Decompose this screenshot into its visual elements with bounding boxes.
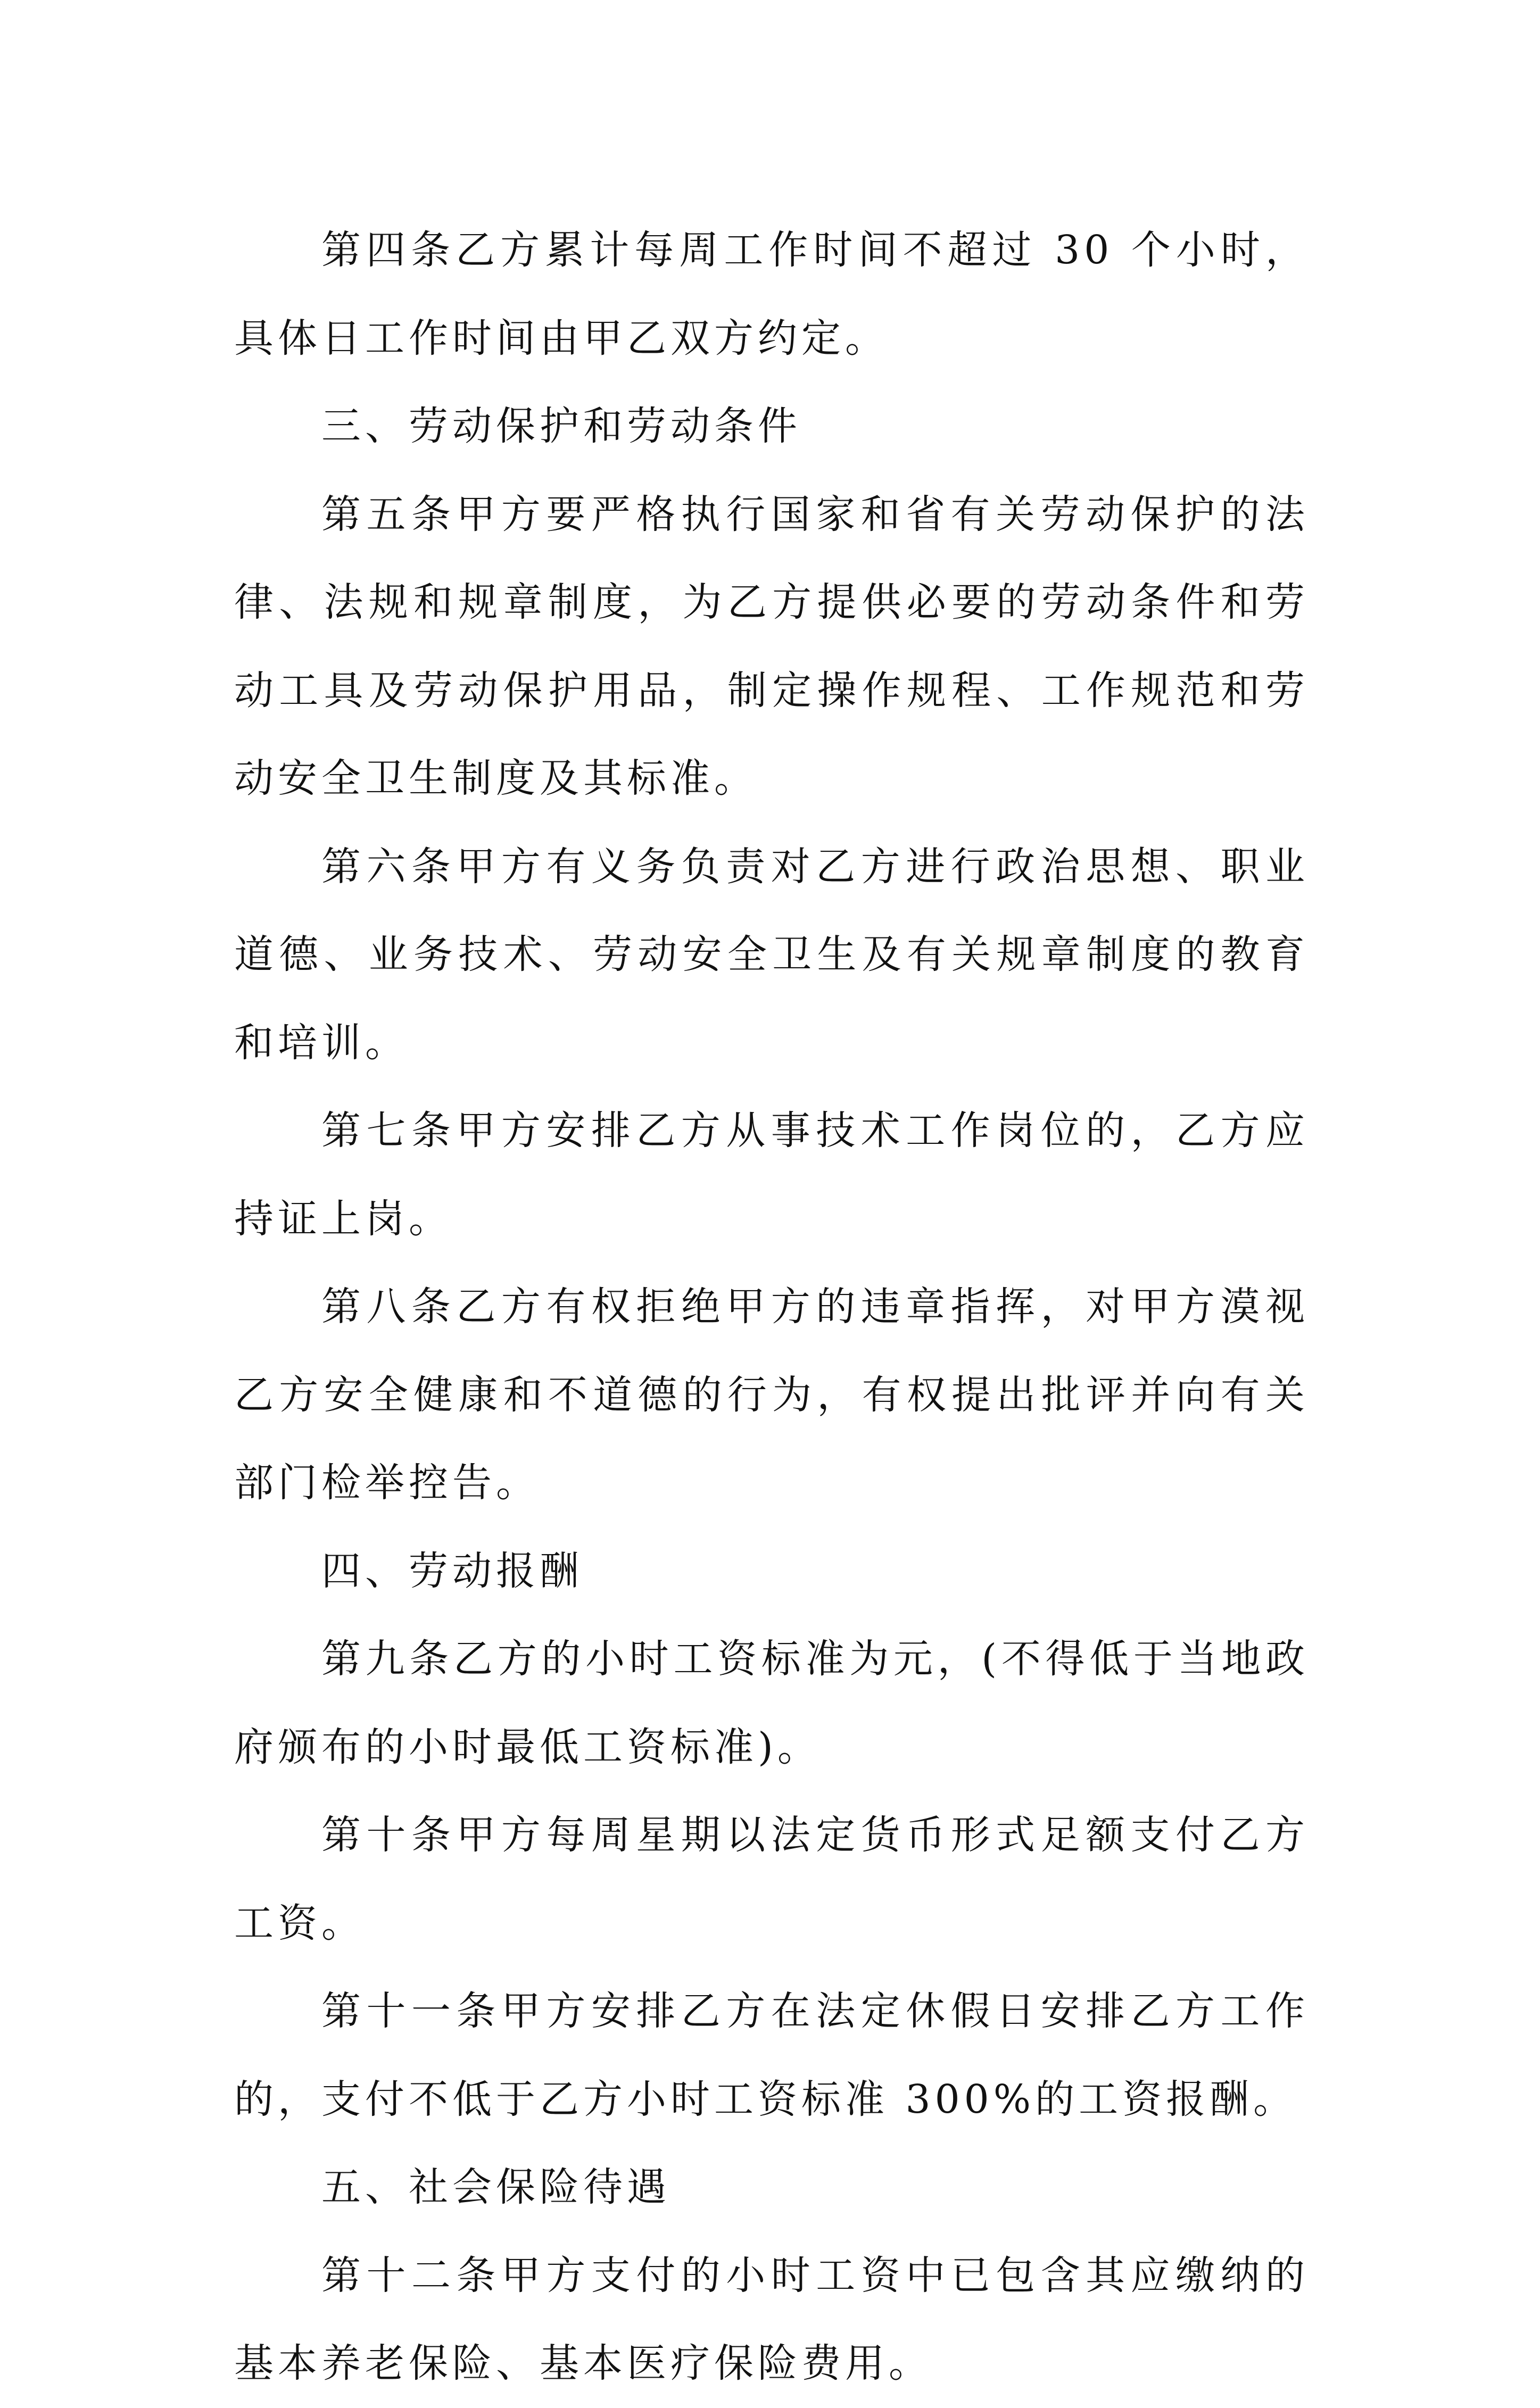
- article-5-paragraph: 第五条甲方要严格执行国家和省有关劳动保护的法律、法规和规章制度，为乙方提供必要的劳动条件和劳动工具及劳动保护用品，制定操作规程、工作规范和劳动安全卫生制度及其标准。: [234, 491, 1309, 801]
- article-9-paragraph: 第九条乙方的小时工资标准为元，(不得低于当地政府颁布的小时最低工资标准)。: [234, 1636, 1309, 1770]
- section-5-heading: 五、社会保险待遇: [321, 2164, 670, 2210]
- article-12-paragraph: 第十二条甲方支付的小时工资中已包含其应缴纳的基本养老保险、基本医疗保险费用。: [234, 2252, 1309, 2386]
- article-11-paragraph: 第十一条甲方安排乙方在法定休假日安排乙方工作的，支付不低于乙方小时工资标准 300%的工资报酬。: [234, 1988, 1309, 2122]
- article-7-paragraph: 第七条甲方安排乙方从事技术工作岗位的，乙方应持证上岗。: [234, 1108, 1309, 1242]
- section-4-heading: 四、劳动报酬: [321, 1548, 583, 1594]
- section-3-heading: 三、劳动保护和劳动条件: [321, 403, 801, 449]
- article-6-paragraph: 第六条甲方有义务负责对乙方进行政治思想、职业道德、业务技术、劳动安全卫生及有关规章制度的教育和培训。: [234, 843, 1309, 1066]
- document-body: [234, 206, 1309, 2408]
- article-8-paragraph: 第八条乙方有权拒绝甲方的违章指挥，对甲方漠视乙方安全健康和不道德的行为，有权提出批评并向有关部门检举控告。: [234, 1284, 1309, 1506]
- article-4-paragraph: 第四条乙方累计每周工作时间不超过 30 个小时，具体日工作时间由甲乙双方约定。: [234, 227, 1309, 361]
- article-10-paragraph: 第十条甲方每周星期以法定货币形式足额支付乙方工资。: [234, 1812, 1309, 1946]
